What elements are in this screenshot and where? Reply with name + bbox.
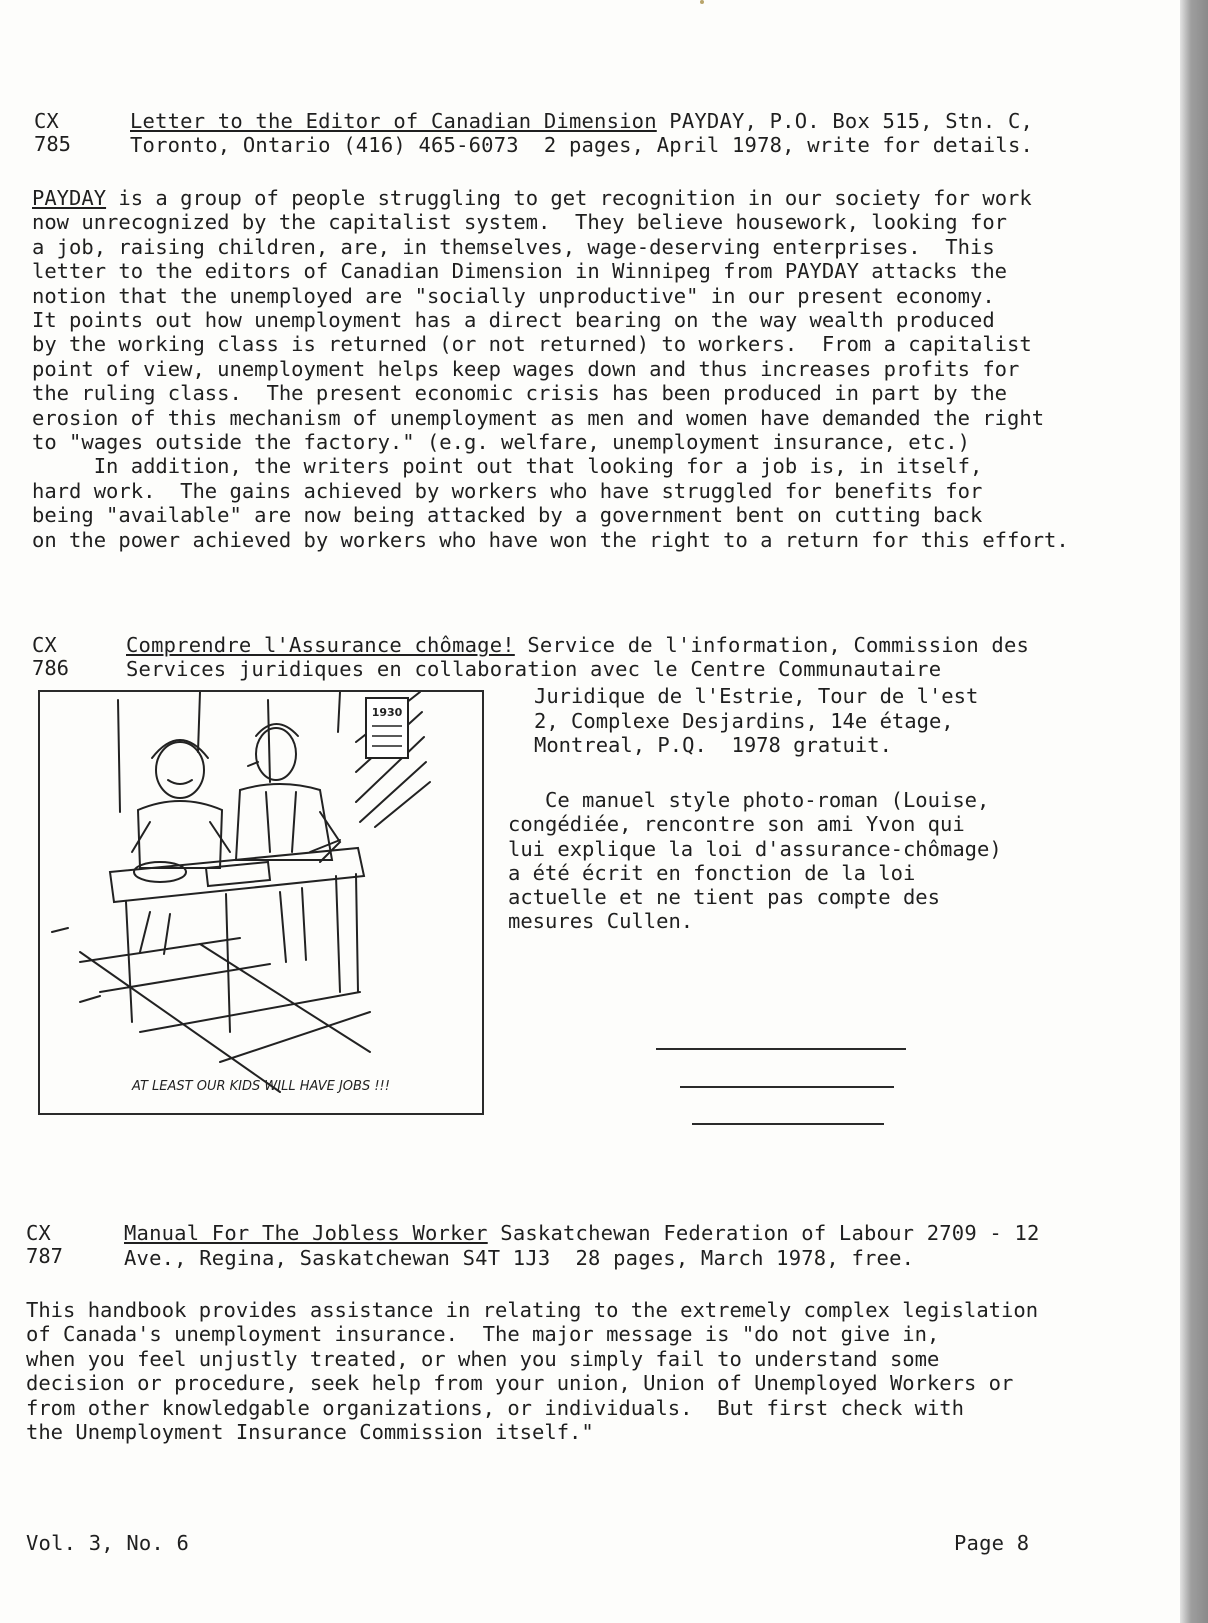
entry-787-body-line: from other knowledgable organizations, or individuals. But first check with (26, 1395, 964, 1420)
entry-785-body-line: letter to the editors of Canadian Dimension in Winnipeg from PAYDAY attacks the (32, 259, 1008, 284)
blank-rule-line (680, 1086, 894, 1088)
entry-785-body-line: the ruling class. The present economic crisis has been produced in part by the (32, 381, 1008, 406)
entry-785-code-prefix: CX (34, 109, 59, 133)
footer-volume: Vol. 3, No. 6 (26, 1531, 190, 1555)
entry-785-body-line (32, 186, 1032, 210)
entry-786-citation-line-1 (126, 634, 1029, 657)
entry-785-body-line: on the power achieved by workers who have won the right to a return for this effort. (32, 527, 1069, 552)
blank-rule-line (656, 1048, 906, 1050)
entry-787-code-number: 787 (26, 1244, 64, 1268)
citation-line: 2, Complexe Desjardins, 14e étage, (534, 708, 954, 733)
citation-line: Juridique de l'Estrie, Tour de l'est (534, 684, 979, 708)
entry-786-body-line: actuelle et ne tient pas compte des (508, 885, 940, 910)
entry-785-citation-line-1 (130, 110, 1033, 133)
entry-786-code-number: 786 (32, 656, 70, 680)
entry-786-body-line: Ce manuel style photo-roman (Louise, (508, 788, 990, 812)
entry-787-citation-rest: Saskatchewan Federation of Labour 2709 - 12 (487, 1221, 1040, 1245)
entry-785-body-text: is a group of people struggling to get recognition in our society for work (106, 186, 1032, 210)
entry-785-body-line: by the working class is returned (or not returned) to workers. From a capitalist (32, 332, 1032, 357)
entry-787-code (26, 1222, 63, 1268)
entry-785-body-line: being "available" are now being attacked by a government bent on cutting back (32, 503, 983, 528)
paper-speck (700, 0, 704, 4)
entry-785-code (34, 110, 71, 156)
entry-787-body-line: the Unemployment Insurance Commission itself." (26, 1420, 594, 1445)
entry-787-body-line: of Canada's unemployment insurance. The major message is "do not give in, (26, 1322, 940, 1347)
cartoon-illustration (38, 690, 484, 1115)
entry-785-citation-rest: PAYDAY, P.O. Box 515, Stn. C, (656, 109, 1034, 133)
entry-785-citation-line-2: Toronto, Ontario (416) 465-6073 2 pages, April 1978, write for details. (130, 133, 1034, 157)
entry-786-title: Comprendre l'Assurance chômage! (126, 633, 515, 657)
footer-page-number: Page 8 (954, 1531, 1030, 1555)
entry-787-citation-line-2: Ave., Regina, Saskatchewan S4T 1J3 28 pages, March 1978, free. (124, 1246, 915, 1270)
entry-785-body-line: point of view, unemployment helps keep wages down and thus increases profits for (32, 356, 1020, 381)
citation-line: Montreal, P.Q. 1978 gratuit. (534, 733, 892, 757)
entry-785-body (32, 186, 1069, 552)
entry-785-body-line: now unrecognized by the capitalist system. They believe housework, looking for (32, 210, 1008, 235)
entry-785-title: Letter to the Editor of Canadian Dimension (130, 109, 657, 133)
entry-785-body-line: a job, raising children, are, in themselves, wage-deserving enterprises. This (32, 234, 995, 259)
entry-785-body-line: In addition, the writers point out that looking for a job is, in itself, (32, 454, 983, 479)
entry-786-body-line: mesures Cullen. (508, 909, 694, 934)
entry-786-code-prefix: CX (32, 633, 57, 657)
entry-786-body-line: congédiée, rencontre son ami Yvon qui (508, 812, 965, 837)
entry-785-body-line: notion that the unemployed are "socially unproductive" in our present economy. (32, 283, 995, 308)
entry-785-body-line: erosion of this mechanism of unemployment as men and women have demanded the right (32, 405, 1045, 430)
entry-787-body-line: when you feel unjustly treated, or when you simply fail to understand some (26, 1346, 940, 1371)
entry-786-citation-continued (534, 684, 978, 758)
entry-787-body-line: This handbook provides assistance in relating to the extremely complex legislation (26, 1298, 1039, 1322)
cartoon-caption: AT LEAST OUR KIDS WILL HAVE JOBS !!! (132, 1079, 390, 1094)
calendar-year: 1930 (371, 706, 403, 719)
entry-787-code-prefix: CX (26, 1221, 51, 1245)
entry-785-body-line: to "wages outside the factory." (e.g. welfare, unemployment insurance, etc.) (32, 430, 970, 455)
entry-786-citation-line-2: Services juridiques en collaboration avec le Centre Communautaire (126, 657, 942, 681)
entry-787-body (26, 1298, 1038, 1444)
blank-rule-line (692, 1123, 884, 1125)
entry-786-body-line: lui explique la loi d'assurance-chômage) (508, 836, 1002, 861)
entry-787-title: Manual For The Jobless Worker (124, 1221, 488, 1245)
entry-785-code-number: 785 (34, 132, 72, 156)
cartoon-drawing (40, 692, 482, 1113)
entry-785-body-line: hard work. The gains achieved by workers who have struggled for benefits for (32, 478, 983, 503)
entry-786-body (508, 788, 1002, 934)
entry-787-body-line: decision or procedure, seek help from your union, Union of Unemployed Workers or (26, 1371, 1014, 1396)
payday-term: PAYDAY (32, 186, 107, 210)
entry-786-body-line: a été écrit en fonction de la loi (508, 860, 916, 885)
entry-786-citation-rest: Service de l'information, Commission des (514, 633, 1030, 657)
entry-787-citation-line-1 (124, 1222, 1040, 1245)
entry-786-code (32, 634, 69, 680)
entry-785-body-line: It points out how unemployment has a direct bearing on the way wealth produced (32, 308, 995, 333)
page-binding-edge (1180, 0, 1208, 1623)
